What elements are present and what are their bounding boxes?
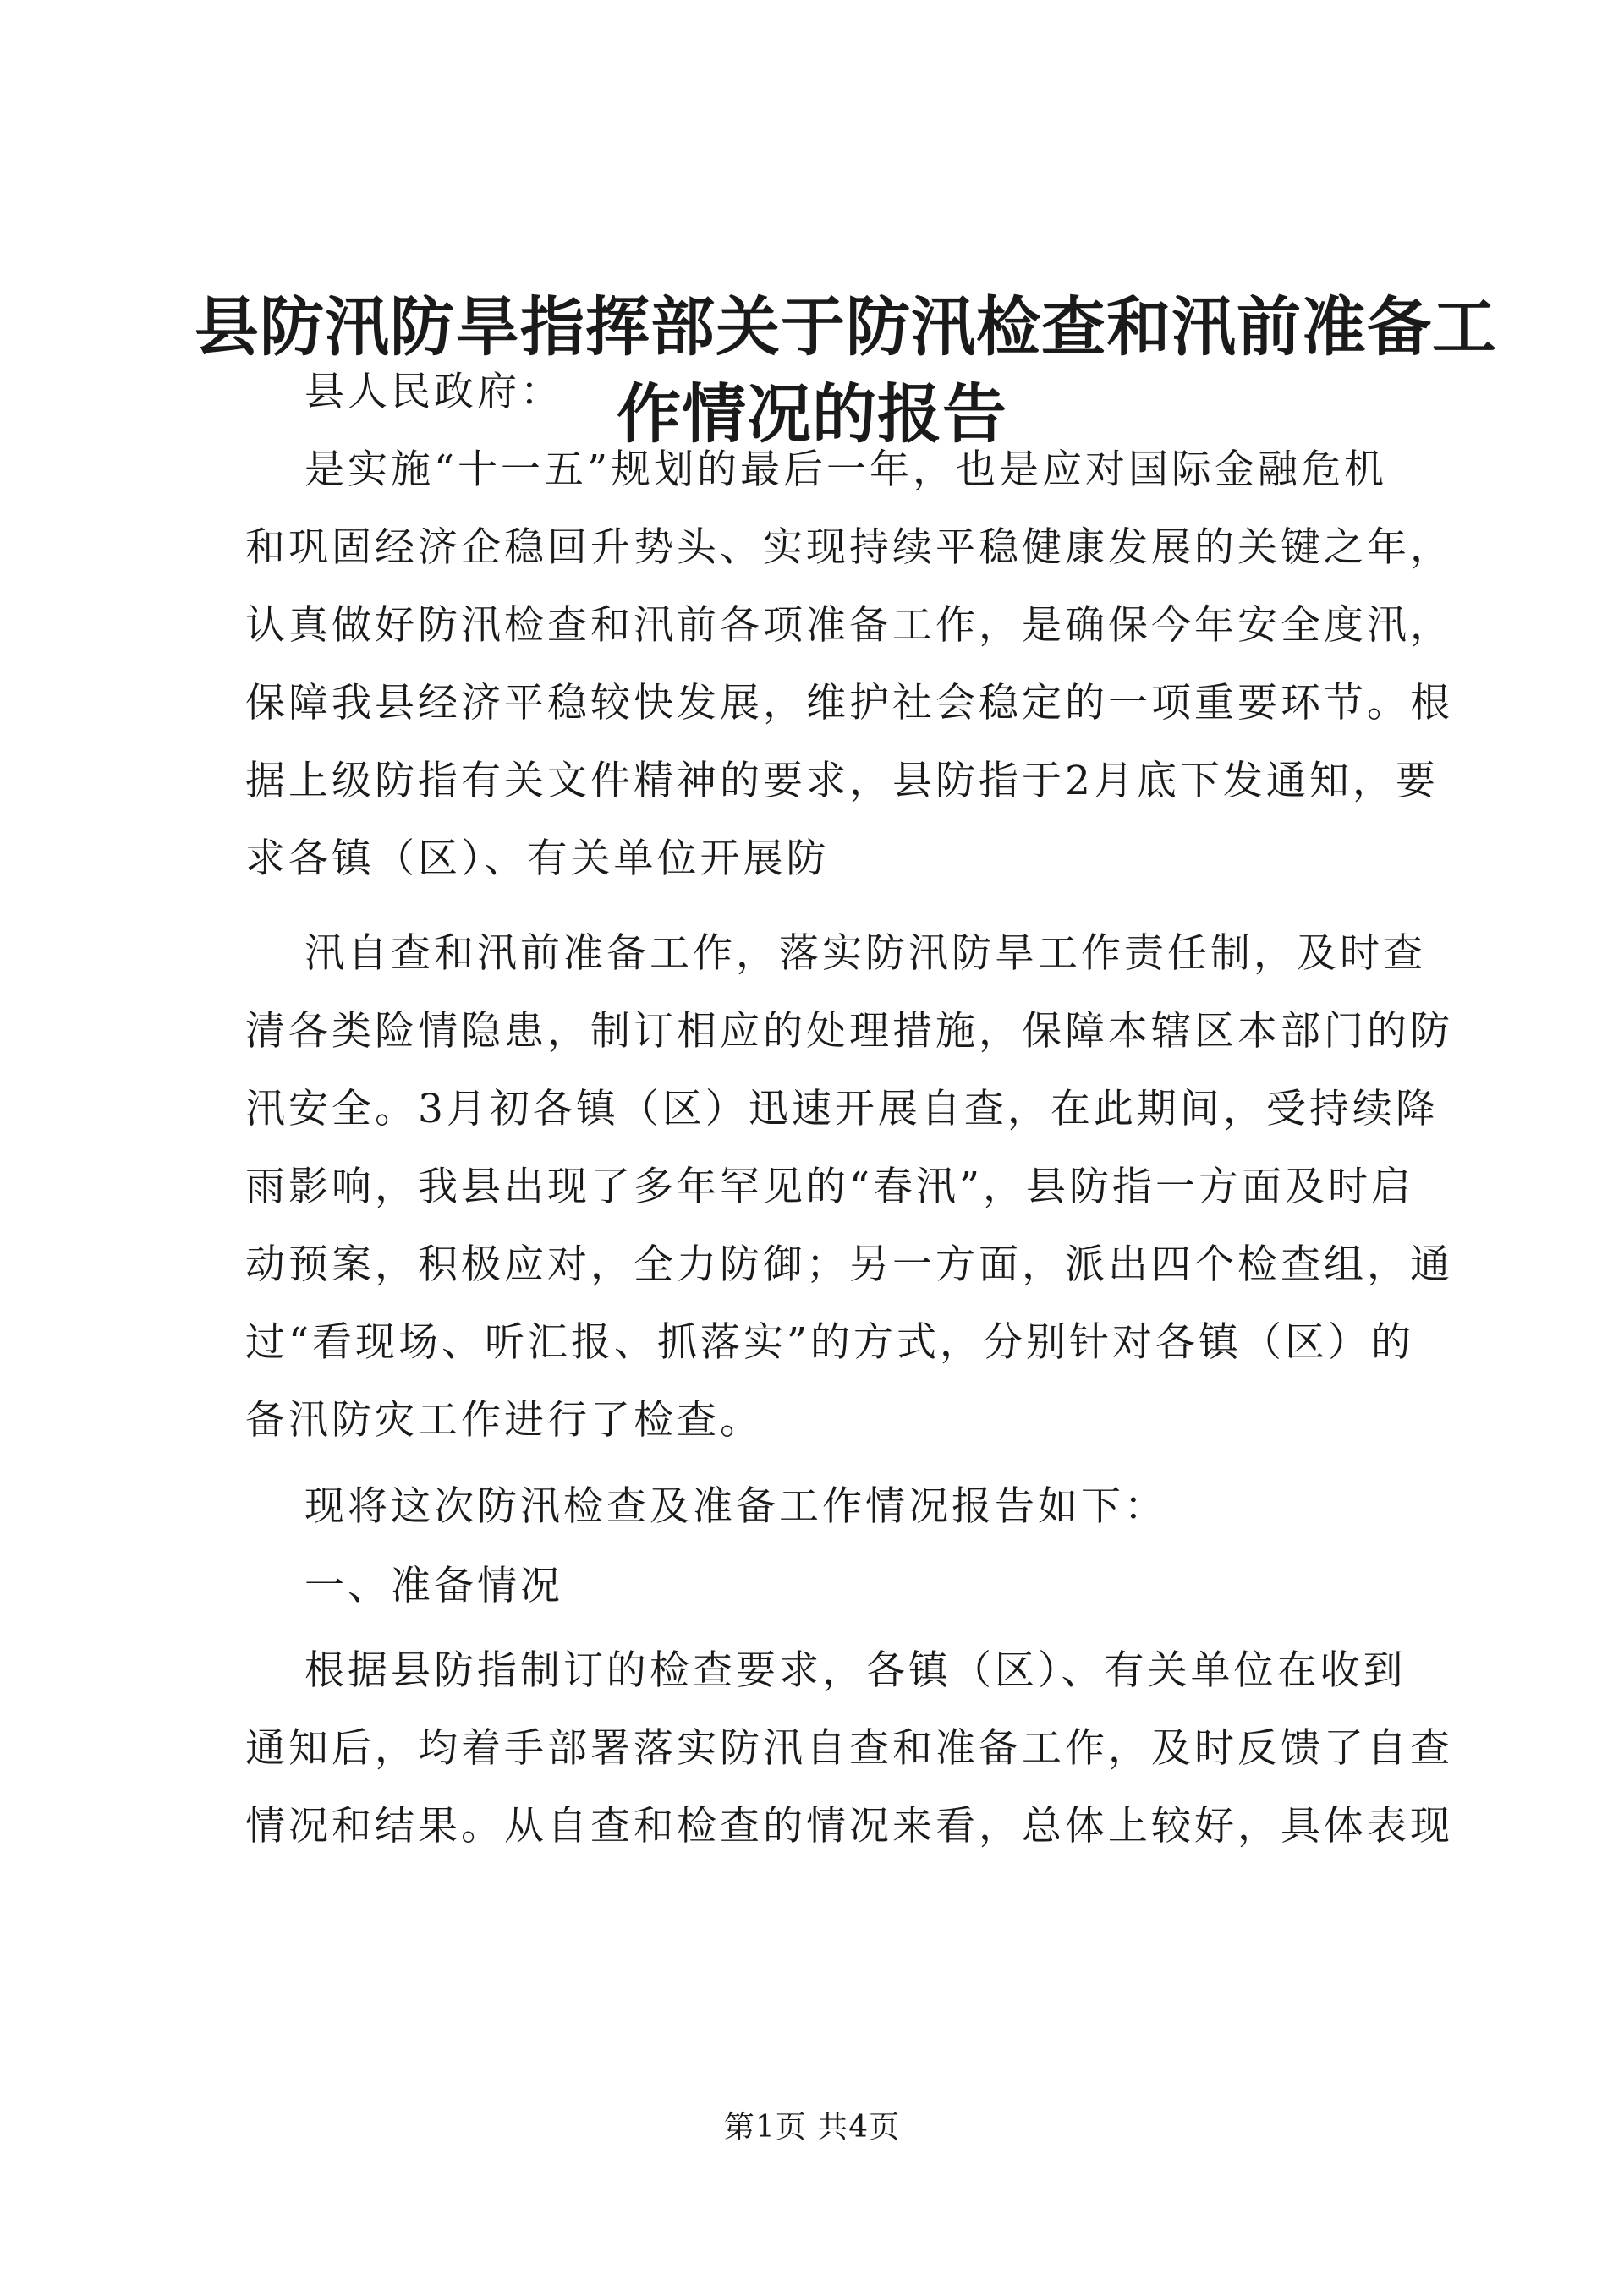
paragraph-2-line: 动预案，积极应对，全力防御；另一方面，派出四个检查组，通 — [245, 1241, 1453, 1288]
paragraph-1-line: 求各镇（区）、有关单位开展防 — [245, 836, 830, 882]
section-heading: 一、准备情况 — [304, 1563, 563, 1609]
paragraph-1-line: 认真做好防汛检查和汛前各项准备工作，是确保今年安全度汛， — [245, 602, 1453, 649]
paragraph-4-line: 情况和结果。从自查和检查的情况来看，总体上较好，具体表现 — [245, 1803, 1453, 1849]
paragraph-2-line: 汛自查和汛前准备工作，落实防汛防旱工作责任制，及时查 — [304, 930, 1426, 977]
paragraph-1-line: 保障我县经济平稳较快发展，维护社会稳定的一项重要环节。根 — [245, 680, 1453, 726]
paragraph-2-line: 过“看现场、听汇报、抓落实”的方式，分别针对各镇（区）的 — [245, 1319, 1415, 1366]
paragraph-3: 现将这次防汛检查及准备工作情况报告如下： — [304, 1483, 1167, 1530]
paragraph-4-line: 通知后，均着手部署落实防汛自查和准备工作，及时反馈了自查 — [245, 1725, 1453, 1772]
title-line-1: 县防汛防旱指挥部关于防汛检查和汛前准备工 — [195, 289, 1497, 364]
paragraph-1-line: 和巩固经济企稳回升势头、实现持续平稳健康发展的关键之年， — [245, 524, 1453, 571]
paragraph-2-line: 备汛防灾工作进行了检查。 — [245, 1397, 763, 1444]
title-line-2: 作情况的报告 — [617, 376, 1007, 452]
paragraph-4-line: 根据县防指制订的检查要求，各镇（区）、有关单位在收到 — [304, 1647, 1407, 1694]
paragraph-1-line: 据上级防指有关文件精神的要求，县防指于2月底下发通知，要 — [245, 758, 1439, 804]
paragraph-2-line: 雨影响，我县出现了多年罕见的“春汛”，县防指一方面及时启 — [245, 1164, 1415, 1210]
page-footer: 第1页 共4页 — [723, 2110, 901, 2145]
paragraph-2-line: 汛安全。3月初各镇（区）迅速开展自查，在此期间，受持续降 — [245, 1086, 1439, 1132]
paragraph-2-line: 清各类险情隐患，制订相应的处理措施，保障本辖区本部门的防 — [245, 1008, 1453, 1055]
paragraph-1-line: 是实施“十一五”规划的最后一年，也是应对国际金融危机 — [304, 447, 1388, 493]
salutation: 县人民政府： — [304, 369, 563, 415]
